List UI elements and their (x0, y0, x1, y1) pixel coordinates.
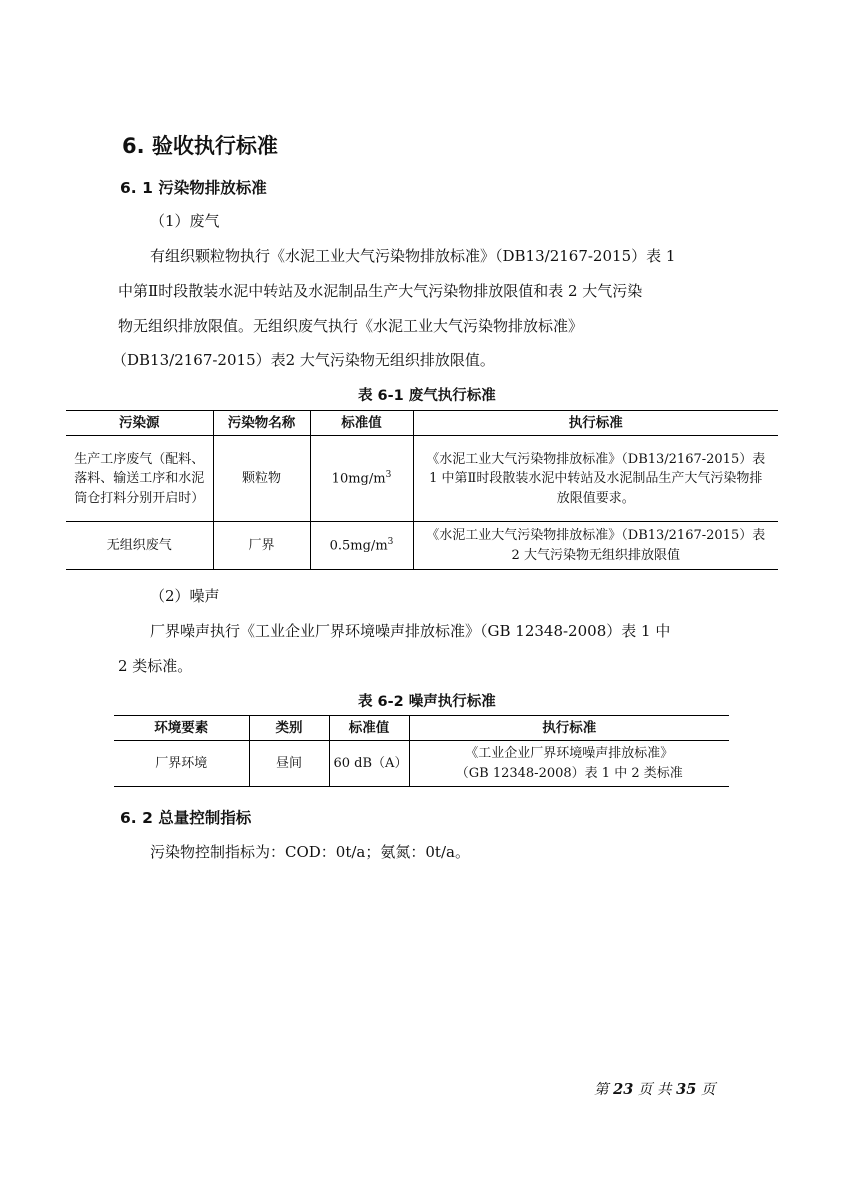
column-header: 类别 (249, 716, 329, 741)
item1-line: 中第Ⅱ时段散装水泥中转站及水泥制品生产大气污染物排放限值和表 2 大气污染 (118, 282, 643, 300)
cell-value: $10mg/m^3$ (310, 436, 413, 522)
column-header: 执行标准 (413, 411, 778, 436)
table-header-row (66, 411, 778, 436)
cell-source: 生产工序废气（配料、落料、输送工序和水泥筒仓打料分别开启时） (66, 436, 213, 522)
standard-line: 《工业企业厂界环境噪声排放标准》 (465, 746, 674, 762)
table-header-row (114, 716, 729, 741)
table2-caption: 表 6-2 噪声执行标准 (358, 694, 496, 710)
table1-caption: 表 6-1 废气执行标准 (358, 388, 496, 404)
page-footer: 第 23 页 共 35 页 (594, 1081, 716, 1098)
cell-category: 昼间 (249, 741, 329, 787)
table-exhaust-standard (66, 410, 778, 570)
standard-line: （GB 12348-2008）表 1 中 2 类标准 (455, 765, 683, 781)
section-heading: 6. 验收执行标准 (122, 134, 278, 158)
table-row (66, 436, 778, 522)
column-header: 环境要素 (114, 716, 249, 741)
item2-title: （2）噪声 (150, 587, 220, 605)
item1-title: （1）废气 (150, 212, 220, 230)
item2-line: 2 类标准。 (118, 657, 193, 675)
table-noise-standard (114, 715, 729, 787)
subsection-heading-6-2: 6. 2 总量控制指标 (120, 809, 252, 827)
column-header: 污染物名称 (213, 411, 310, 436)
item1-line: 有组织颗粒物执行《水泥工业大气污染物排放标准》（DB13/2167-2015）表 1 (150, 247, 676, 265)
column-header: 标准值 (310, 411, 413, 436)
table-row (114, 741, 729, 787)
cell-source: 无组织废气 (66, 522, 213, 570)
column-header: 标准值 (329, 716, 409, 741)
column-header: 污染源 (66, 411, 213, 436)
cell-pollutant: 厂界 (213, 522, 310, 570)
table-row (66, 522, 778, 570)
item1-line: （DB13/2167-2015）表2 大气污染物无组织排放限值。 (112, 351, 495, 369)
cell-pollutant: 颗粒物 (213, 436, 310, 522)
cell-value: $0.5mg/m^3$ (310, 522, 413, 570)
cell-standard: 《水泥工业大气污染物排放标准》（DB13/2167-2015）表 2 大气污染物无组织排放限值 (413, 522, 778, 570)
cell-element: 厂界环境 (114, 741, 249, 787)
section-6-2-text: 污染物控制指标为：COD：0t/a；氨氮：0t/a。 (150, 843, 470, 861)
page-number: 23 (613, 1081, 634, 1098)
subsection-heading-6-1: 6. 1 污染物排放标准 (120, 179, 267, 197)
item2-line: 厂界噪声执行《工业企业厂界环境噪声排放标准》（GB 12348-2008）表 1 中 (150, 622, 671, 640)
cell-standard: 《水泥工业大气污染物排放标准》（DB13/2167-2015）表 1 中第Ⅱ时段散装水泥中转站及水泥制品生产大气污染物排放限值要求。 (413, 436, 778, 522)
cell-value: 60 dB（A） (329, 741, 409, 787)
page-total: 35 (676, 1081, 697, 1098)
cell-standard (409, 741, 729, 787)
item1-line: 物无组织排放限值。无组织废气执行《水泥工业大气污染物排放标准》 (118, 317, 584, 335)
column-header: 执行标准 (409, 716, 729, 741)
